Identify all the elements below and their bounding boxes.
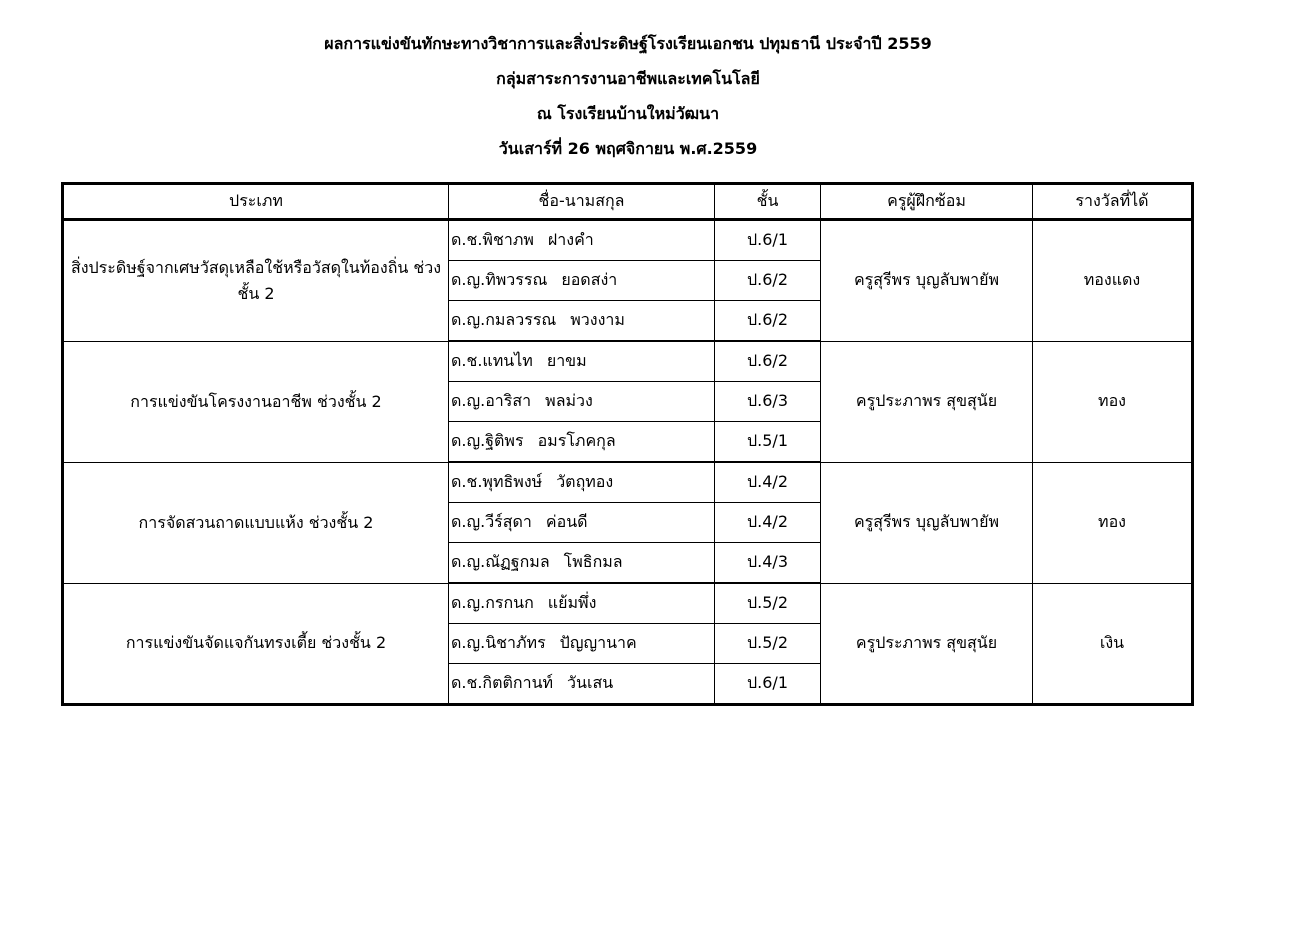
- category-cell: การจัดสวนถาดแบบแห้ง ช่วงชั้น 2: [63, 462, 449, 583]
- student-first-name: ด.ญ.กรกนก: [451, 593, 534, 612]
- student-first-name: ด.ช.พุทธิพงษ์: [451, 472, 543, 491]
- teacher-cell: ครูสุรีพร บุญลับพายัพ: [821, 462, 1033, 583]
- student-name-cell: [449, 462, 715, 503]
- grade-cell: ป.6/3: [715, 382, 821, 422]
- teacher-cell: ครูประภาพร สุขสุนัย: [821, 583, 1033, 705]
- student-first-name: ด.ญ.กมลวรรณ: [451, 310, 557, 329]
- category-cell: การแข่งขันจัดแจกันทรงเตี้ย ช่วงชั้น 2: [63, 583, 449, 705]
- student-last-name: วันเสน: [567, 673, 614, 692]
- category-cell: การแข่งขันโครงงานอาชีพ ช่วงชั้น 2: [63, 341, 449, 462]
- student-first-name: ด.ช.กิตติกานท์: [451, 673, 554, 692]
- grade-cell: ป.5/2: [715, 624, 821, 664]
- document-title: ผลการแข่งขันทักษะทางวิชาการและสิ่งประดิษฐ์โรงเรียนเอกชน ปทุมธานี ประจำปี 2559: [324, 34, 932, 53]
- header-grade: ชั้น: [715, 184, 821, 220]
- header-teacher: ครูผู้ฝึกซ้อม: [821, 184, 1033, 220]
- header-award: รางวัลที่ได้: [1033, 184, 1193, 220]
- student-last-name: โพธิกมล: [563, 552, 623, 571]
- award-cell: ทอง: [1033, 341, 1193, 462]
- table-row: [63, 220, 1193, 261]
- teacher-cell: ครูประภาพร สุขสุนัย: [821, 341, 1033, 462]
- grade-cell: ป.6/2: [715, 261, 821, 301]
- student-last-name: วัตถุทอง: [556, 472, 614, 491]
- student-first-name: ด.ญ.อาริสา: [451, 391, 532, 410]
- grade-cell: ป.6/1: [715, 664, 821, 705]
- student-name-cell: [449, 503, 715, 543]
- student-name-cell: [449, 382, 715, 422]
- document-venue: ณ โรงเรียนบ้านใหม่วัฒนา: [536, 104, 720, 123]
- student-name-cell: [449, 220, 715, 261]
- student-first-name: ด.ญ.ฐิติพร: [451, 431, 524, 450]
- student-name-cell: [449, 583, 715, 624]
- student-first-name: ด.ญ.ทิพวรรณ: [451, 270, 548, 289]
- student-name-cell: [449, 664, 715, 705]
- student-name-cell: [449, 543, 715, 584]
- grade-cell: ป.5/2: [715, 583, 821, 624]
- student-last-name: ฝางคำ: [547, 230, 594, 249]
- table-header-row: [63, 184, 1193, 220]
- student-last-name: ยาขม: [546, 351, 587, 370]
- header-category: ประเภท: [63, 184, 449, 220]
- award-cell: ทองแดง: [1033, 220, 1193, 342]
- student-first-name: ด.ช.พิชาภพ: [451, 230, 534, 249]
- student-first-name: ด.ญ.วีร์สุดา: [451, 512, 532, 531]
- award-cell: เงิน: [1033, 583, 1193, 705]
- table-row: [63, 583, 1193, 624]
- grade-cell: ป.6/2: [715, 341, 821, 382]
- grade-cell: ป.6/1: [715, 220, 821, 261]
- student-name-cell: [449, 261, 715, 301]
- student-last-name: อมรโภคกุล: [537, 431, 616, 450]
- category-cell: สิ่งประดิษฐ์จากเศษวัสดุเหลือใช้หรือวัสดุในท้องถิ่น ช่วงชั้น 2: [63, 220, 449, 342]
- table-row: [63, 462, 1193, 503]
- grade-cell: ป.6/2: [715, 301, 821, 342]
- student-last-name: พลม่วง: [545, 391, 593, 410]
- student-name-cell: [449, 341, 715, 382]
- student-last-name: ปัญญานาค: [559, 633, 637, 652]
- grade-cell: ป.4/2: [715, 462, 821, 503]
- grade-cell: ป.4/2: [715, 503, 821, 543]
- student-last-name: พวงงาม: [570, 310, 625, 329]
- student-first-name: ด.ช.แทนไท: [451, 351, 533, 370]
- grade-cell: ป.4/3: [715, 543, 821, 584]
- student-first-name: ด.ญ.ณัฏฐกมล: [451, 552, 550, 571]
- student-last-name: แย้มพึ่ง: [547, 593, 597, 612]
- teacher-cell: ครูสุรีพร บุญลับพายัพ: [821, 220, 1033, 342]
- student-name-cell: [449, 422, 715, 463]
- document-date: วันเสาร์ที่ 26 พฤศจิกายน พ.ศ.2559: [498, 139, 758, 158]
- student-last-name: ยอดสง่า: [561, 270, 618, 289]
- document-header: [0, 26, 1256, 166]
- results-table: [61, 182, 1194, 706]
- student-first-name: ด.ญ.นิชาภัทร: [451, 633, 546, 652]
- table-row: [63, 341, 1193, 382]
- grade-cell: ป.5/1: [715, 422, 821, 463]
- header-name: ชื่อ-นามสกุล: [449, 184, 715, 220]
- student-name-cell: [449, 301, 715, 342]
- document-subtitle: กลุ่มสาระการงานอาชีพและเทคโนโลยี: [496, 69, 760, 88]
- student-last-name: ค่อนดี: [545, 512, 588, 531]
- award-cell: ทอง: [1033, 462, 1193, 583]
- student-name-cell: [449, 624, 715, 664]
